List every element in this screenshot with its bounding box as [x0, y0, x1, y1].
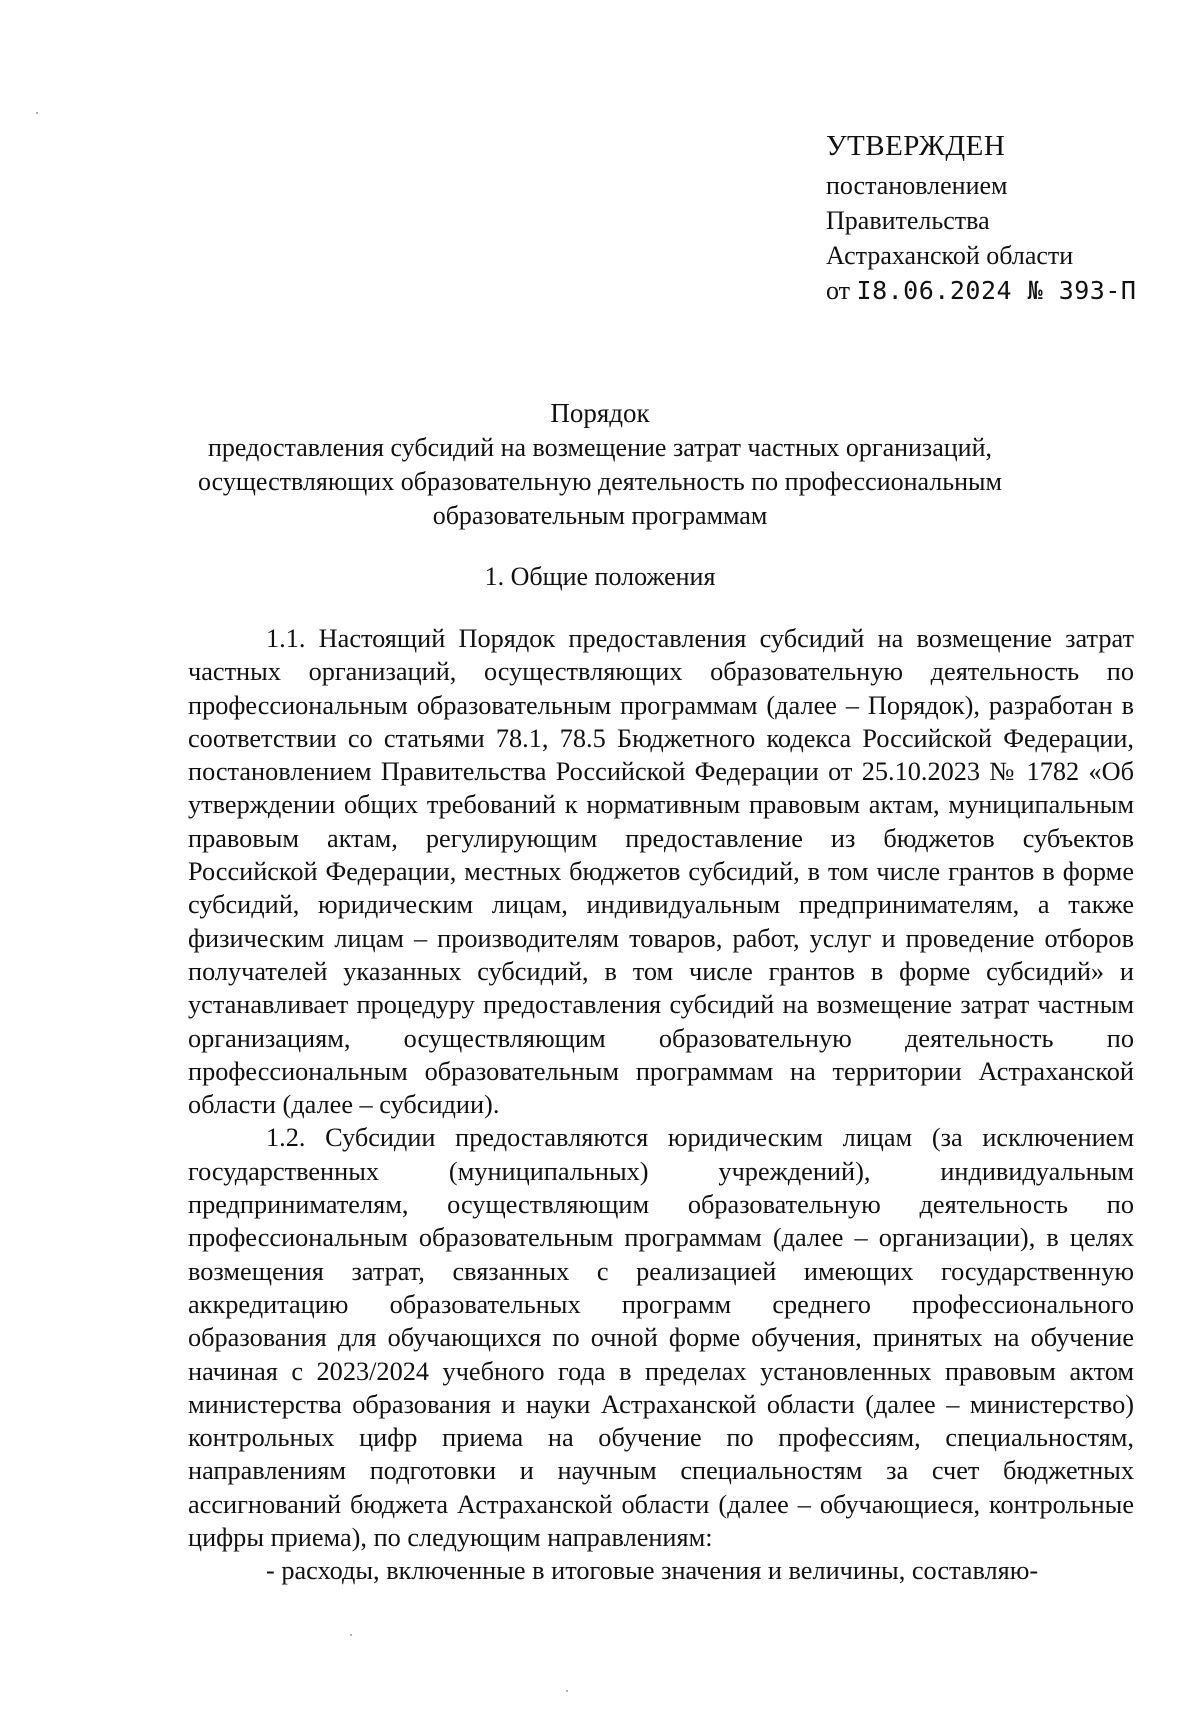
- paragraph-1-2: 1.2. Субсидии предоставляются юридическим лицам (за исключением государственных (муниципальных) учреждений), индивидуальным предпринимателям, осуществляющим образовательную деятельность по профессиональным образовательным программам (далее – организации), в целях возмещения затрат, связанных с реализацией имеющих государственную аккредитацию образовательных программ среднего профессионального образования для обучающихся по очной форме обучения, принятых на обучение начиная с 2023/2024 учебного года в пределах установленных правовым актом министерства образования и науки Астраханской области (далее – министерство) контрольных цифр приема на обучение по профессиям, специальностям, направлениям подготовки и научным специальностям за счет бюджетных ассигнований бюджета Астраханской области (далее – обучающиеся, контрольные цифры приема), по следующим направлениям:: [188, 1123, 1134, 1553]
- paragraph-list-item: - расходы, включенные в итоговые значения и величины, составляю-: [266, 1556, 1039, 1586]
- scan-speck: [566, 1690, 568, 1692]
- scan-speck: [36, 112, 38, 114]
- approval-line-government: Правительства: [826, 206, 990, 235]
- document-subtitle: предоставления субсидий на возмещение затрат частных организаций, осуществляющих образовательную деятельность по профессиональным образовательным программам: [198, 433, 1002, 530]
- paragraph-1-1: 1.1. Настоящий Порядок предоставления субсидий на возмещение затрат частных организаций, осуществляющих образовательную деятельность по профессиональным образовательным программам (далее – Порядок), разработан в соответствии со статьями 78.1, 78.5 Бюджетного кодекса Российской Федерации, постановлением Правительства Российской Федерации от 25.10.2023 № 1782 «Об утверждении общих требований к нормативным правовым актам, муниципальным правовым актам, регулирующим предоставление из бюджетов субъектов Российской Федерации, местных бюджетов субсидий, в том числе грантов в форме субсидий, юридическим лицам, индивидуальным предпринимателям, а также физическим лицам – производителям товаров, работ, услуг и проведение отборов получателей указанных субсидий, в том числе грантов в форме субсидий» и устанавливает процедуру предоставления субсидий на возмещение затрат частным организациям, осуществляющим образовательную деятельность по профессиональным образовательным программам на территории Астраханской области (далее – субсидии).: [188, 624, 1134, 1120]
- document-title: Порядок: [550, 398, 650, 428]
- scan-speck: [350, 1634, 352, 1636]
- document-title-block: [180, 396, 1020, 533]
- approval-line-region: Астраханской области: [826, 241, 1074, 270]
- document-body: [188, 622, 1134, 1588]
- approval-line-decree: постановлением: [826, 171, 1008, 200]
- approval-date-line: [826, 273, 1146, 308]
- section-heading: 1. Общие положения: [484, 562, 716, 591]
- approval-date-number: I8.06.2024 № 393-П: [856, 276, 1137, 305]
- approval-title: УТВЕРЖДЕН: [826, 130, 1006, 162]
- approval-date-prefix: от: [826, 276, 851, 305]
- approval-block: [826, 126, 1146, 308]
